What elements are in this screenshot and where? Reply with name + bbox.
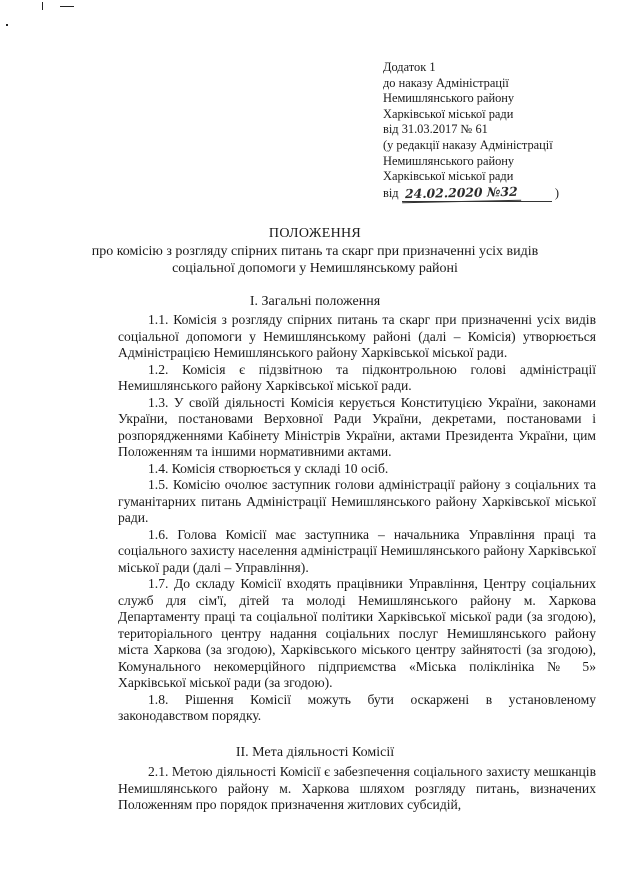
paragraph: 2.1. Метою діяльності Комісії є забезпечення соціального захисту мешканців Немишлянського району м. Харкова шляхом розгляду питань, визначених Положенням про порядок призначення житлових субсидій, (118, 764, 596, 812)
date-prefix: від (383, 185, 399, 200)
addendum-line: Харківської міської ради (383, 169, 514, 184)
section-heading: ІІ. Мета діяльності Комісії (235, 745, 395, 760)
scan-artifact-dot (6, 24, 8, 26)
scan-artifact-dash (60, 6, 74, 7)
addendum-line: (у редакції наказу Адміністрації (383, 137, 553, 152)
addendum-block (383, 60, 613, 202)
paragraph: 1.5. Комісію очолює заступник голови адміністрації району з соціальних та гуманітарних питань Адміністрації Немишлянського району Харківської міської ради. (118, 477, 596, 525)
paragraph: 1.1. Комісія з розгляду спірних питань та скарг при призначенні усіх видів соціальної допомоги у Немишлянському районі (далі – Комісія) утворюється Адміністрацією Немишлянського району Харківської міської ради. (118, 312, 596, 360)
addendum-line: Немишлянського району (383, 91, 515, 106)
addendum-line: Додаток 1 (383, 60, 436, 74)
addendum-line: Харківської міської ради (383, 106, 514, 121)
date-suffix: ) (554, 185, 559, 200)
section-heading: І. Загальні положення (249, 294, 381, 309)
addendum-line: від 31.03.2017 № 61 (383, 122, 488, 137)
paragraph: 1.4. Комісія створюється у складі 10 осіб. (148, 460, 389, 476)
handwritten-date-field (402, 185, 552, 203)
section1-body (118, 312, 596, 725)
paragraph: 1.6. Голова Комісії має заступника – начальника Управління праці та соціального захисту населення адміністрації Немишлянського району Харківської міської ради (далі – Управління). (118, 526, 596, 575)
document-subtitle: про комісію з розгляду спірних питань та скарг при призначенні усіх видів соціальної допомоги у Немишлянському районі (91, 244, 539, 276)
section2-body (118, 764, 596, 814)
document-title: ПОЛОЖЕННЯ (268, 226, 362, 241)
addendum-line: до наказу Адміністрації (383, 75, 509, 90)
scan-artifact-tick (42, 2, 43, 10)
handwritten-date: 24.02.2020 №32 (402, 184, 521, 203)
addendum-line: Немишлянського району (383, 153, 515, 168)
paragraph: 1.8. Рішення Комісії можуть бути оскаржені в установленому законодавством порядку. (118, 691, 596, 723)
addendum-date-line (383, 185, 613, 203)
paragraph: 1.3. У своїй діяльності Комісія керується Конституцією України, законами України, постановами Верховної Ради України, декретами, постановами і розпорядженнями Кабінету Міністрів України, актами Президента України, цим Положенням та іншими нормативними актами. (118, 394, 596, 459)
paragraph: 1.2. Комісія є підзвітною та підконтрольною голові адміністрації Немишлянського району Харківської міської ради. (118, 361, 596, 393)
paragraph: 1.7. До складу Комісії входять працівники Управління, Центру соціальних служб для сім'ї, дітей та молоді Немишлянського району м. Харкова Департаменту праці та соціальної політики Харківської міської ради (за згодою), територіального центру надання соціальних послуг Немишлянського району міста Харкова (за згодою), Харківського міського центру зайнятості (за згодою), Комунального некомерційного підприємства «Міська поліклініка № 5» Харківської міської ради (за згодою). (118, 576, 596, 690)
